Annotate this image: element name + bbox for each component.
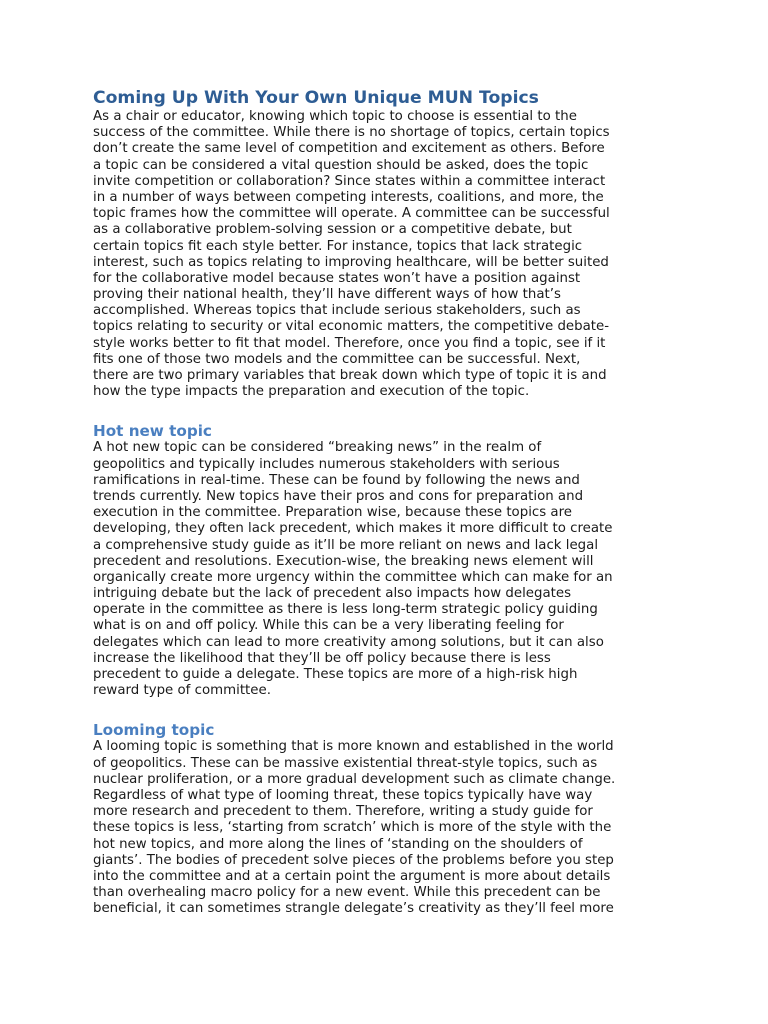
section-heading-hot-new-topic: Hot new topic	[93, 422, 212, 441]
text-line: how the type impacts the preparation and execution of the topic.	[93, 384, 530, 400]
text-line: beneficial, it can sometimes strangle delegate’s creativity as they’ll feel more	[93, 901, 614, 917]
text-line: style works better to fit that model. Therefore, once you find a topic, see if it	[93, 335, 606, 351]
text-line: trends currently. New topics have their pros and cons for preparation and	[93, 488, 584, 504]
text-line: don’t create the same level of competition and excitement as others. Before	[93, 141, 605, 157]
text-line: A looming topic is something that is more known and established in the world	[93, 739, 614, 755]
text-line: a comprehensive study guide as it’ll be more reliant on news and lack legal	[93, 537, 599, 553]
text-line: for the collaborative model because states won’t have a position against	[93, 270, 581, 286]
text-line: increase the likelihood that they’ll be off policy because there is less	[93, 650, 551, 666]
document-page	[93, 86, 678, 917]
text-line: hot new topics, and more along the lines of ‘standing on the shoulders of	[93, 836, 583, 852]
text-line: precedent and resolutions. Execution-wise, the breaking news element will	[93, 553, 594, 569]
looming-topic-paragraph	[93, 739, 678, 917]
text-line: of geopolitics. These can be massive existential threat-style topics, such as	[93, 755, 598, 771]
text-line: organically create more urgency within the committee which can make for an	[93, 569, 613, 585]
text-line: fits one of those two models and the committee can be successful. Next,	[93, 351, 581, 367]
text-line: success of the committee. While there is no shortage of topics, certain topics	[93, 125, 610, 141]
section-heading-looming-topic: Looming topic	[93, 721, 215, 740]
text-line: certain topics fit each style better. For instance, topics that lack strategic	[93, 238, 583, 254]
text-line: operate in the committee as there is less long-term strategic policy guiding	[93, 602, 598, 618]
text-line: A hot new topic can be considered “breaking news” in the realm of	[93, 440, 542, 456]
text-line: delegates which can lead to more creativity among solutions, but it can also	[93, 634, 604, 650]
text-line: accomplished. Whereas topics that include serious stakeholders, such as	[93, 303, 581, 319]
intro-paragraph	[93, 109, 678, 400]
text-line: invite competition or collaboration? Since states within a committee interact	[93, 173, 606, 189]
text-line: as a collaborative problem-solving session or a competitive debate, but	[93, 222, 572, 238]
text-line: interest, such as topics relating to improving healthcare, will be better suited	[93, 254, 609, 270]
hot-topic-paragraph	[93, 440, 678, 699]
text-line: what is on and off policy. While this can be a very liberating feeling for	[93, 618, 564, 634]
text-line: a topic can be considered a vital question should be asked, does the topic	[93, 157, 589, 173]
text-line: there are two primary variables that break down which type of topic it is and	[93, 368, 607, 383]
text-line: topic frames how the committee will operate. A committee can be successful	[93, 206, 610, 222]
text-line: geopolitics and typically includes numerous stakeholders with serious	[93, 456, 560, 472]
text-line: giants’. The bodies of precedent solve pieces of the problems before you step	[93, 852, 614, 868]
text-line: more research and precedent to them. Therefore, writing a study guide for	[93, 804, 593, 820]
text-line: these topics is less, ‘starting from scratch’ which is more of the style with the	[93, 820, 612, 836]
text-line: in a number of ways between competing interests, coalitions, and more, the	[93, 189, 604, 205]
document-title: Coming Up With Your Own Unique MUN Topics	[93, 88, 539, 108]
text-line: topics relating to security or vital economic matters, the competitive debate-	[93, 319, 610, 335]
text-line: than overhealing macro policy for a new event. While this precedent can be	[93, 885, 601, 901]
text-line: precedent to guide a delegate. These topics are more of a high-risk high	[93, 667, 578, 682]
text-line: Regardless of what type of looming threat, these topics typically have way	[93, 787, 593, 803]
text-line: reward type of committee.	[93, 683, 271, 699]
text-line: As a chair or educator, knowing which topic to choose is essential to the	[93, 109, 577, 124]
text-line: nuclear proliferation, or a more gradual development such as climate change.	[93, 771, 616, 787]
text-line: developing, they often lack precedent, which makes it more difficult to create	[93, 521, 613, 537]
text-line: proving their national health, they’ll have different ways of how that’s	[93, 287, 561, 303]
text-line: into the committee and at a certain point the argument is more about details	[93, 868, 611, 884]
text-line: ramifications in real-time. These can be found by following the news and	[93, 472, 580, 488]
text-line: intriguing debate but the lack of precedent also impacts how delegates	[93, 586, 572, 602]
text-line: execution in the committee. Preparation wise, because these topics are	[93, 505, 573, 521]
